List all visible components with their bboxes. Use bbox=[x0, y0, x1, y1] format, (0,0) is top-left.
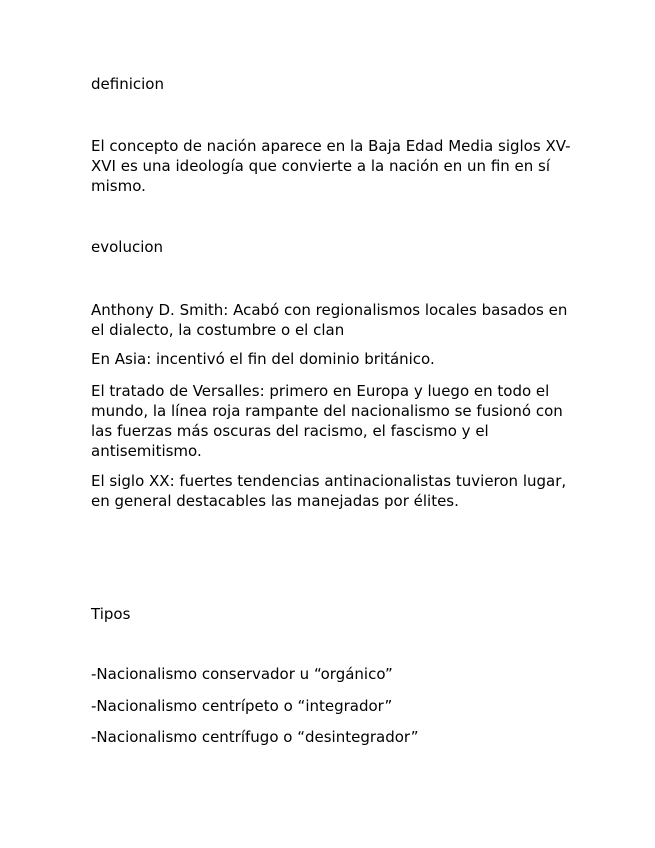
definition-paragraph: El concepto de nación aparece en la Baja Edad Media siglos XV-XVI es una ideología que convierte a la nación en un fin en sí mismo. bbox=[91, 137, 571, 195]
types-list-item: -Nacionalismo centrípeto o “integrador” bbox=[91, 697, 393, 715]
evolution-paragraph-asia: En Asia: incentivó el fin del dominio británico. bbox=[91, 350, 435, 368]
evolution-paragraph-siglo-xx: El siglo XX: fuertes tendencias antinacionalistas tuvieron lugar, en general destacables las manejadas por élites. bbox=[91, 472, 567, 510]
types-list-item: -Nacionalismo conservador u “orgánico” bbox=[91, 665, 393, 683]
evolution-paragraph-versalles: El tratado de Versalles: primero en Europa y luego en todo el mundo, la línea roja rampante del nacionalismo se fusionó con las fuerzas más oscuras del racismo, el fascismo y el antisemitismo. bbox=[91, 382, 563, 460]
types-heading: Tipos bbox=[91, 605, 131, 623]
evolution-heading: evolucion bbox=[91, 238, 164, 256]
definition-heading: definicion bbox=[91, 75, 164, 93]
evolution-paragraph-smith: Anthony D. Smith: Acabó con regionalismos locales basados en el dialecto, la costumbre o el clan bbox=[91, 301, 568, 339]
types-list-item: -Nacionalismo centrífugo o “desintegrador” bbox=[91, 728, 419, 746]
